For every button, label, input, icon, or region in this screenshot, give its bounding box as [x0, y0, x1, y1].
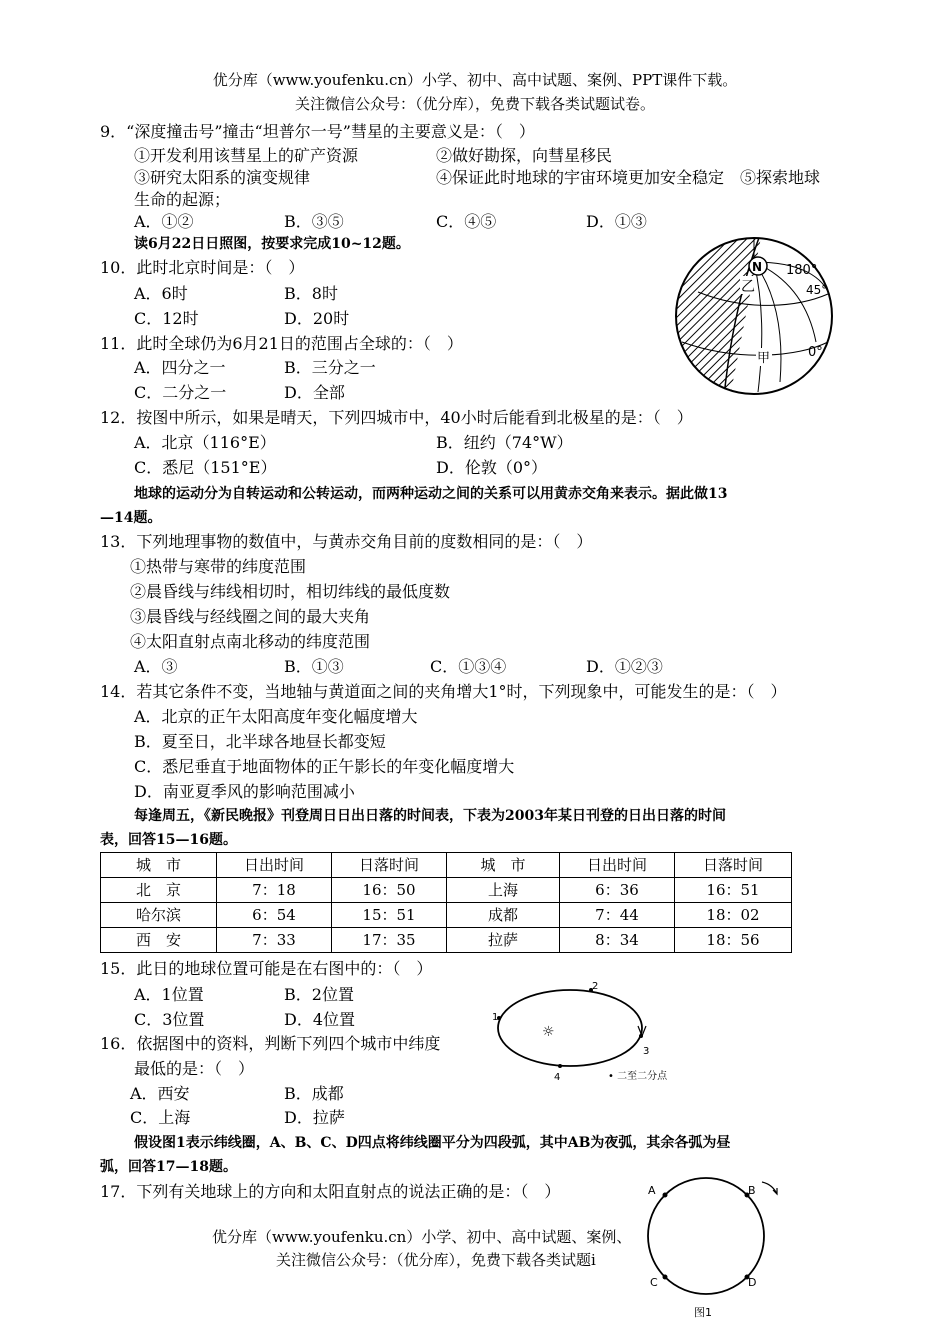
globe-lon-0: 0° — [808, 345, 823, 360]
table-cell: 上海 — [447, 878, 560, 903]
q13-option-1: ①热带与寒带的纬度范围 — [130, 557, 307, 576]
q9-option-3: ③研究太阳系的演变规律 — [134, 168, 311, 187]
q16-stem-cont: 最低的是：（ ） — [134, 1059, 255, 1078]
fig1-caption: 图1 — [694, 1306, 712, 1319]
q9-option-2: ②做好勘探，向彗星移民 — [436, 146, 613, 165]
earth-orbit-diagram — [488, 978, 698, 1084]
q10-choice-b: B．8时 — [284, 284, 338, 303]
table-cell: 8：34 — [560, 928, 675, 953]
header-line-1: 优分库（www.youfenku.cn）小学、初中、高中试题、案例、PPT课件下载。 — [212, 71, 738, 89]
q9-choice-a: A．①② — [134, 212, 194, 231]
globe-lon-45: 45° — [806, 283, 828, 297]
globe-north-label: N — [752, 260, 763, 274]
q13-option-4: ④太阳直射点南北移动的纬度范围 — [130, 632, 371, 651]
q12-stem: 12．按图中所示，如果是晴天，下列四城市中，40小时后能看到北极星的是：（ ） — [100, 408, 693, 427]
intro-15-16-line-2: 表，回答15—16题。 — [100, 832, 237, 848]
q9-option-4: ④保证此时地球的宇宙环境更加安全稳定 ⑤探索地球 — [436, 168, 821, 187]
q16-choice-b: B．成都 — [284, 1084, 344, 1103]
q12-choice-d: D．伦敦（0°） — [436, 458, 548, 477]
q13-option-2: ②晨昏线与纬线相切时，相切纬线的最低度数 — [130, 582, 451, 601]
q11-choice-c: C．二分之一 — [134, 383, 227, 402]
q16-choice-c: C．上海 — [130, 1108, 191, 1127]
q15-choice-a: A．1位置 — [134, 985, 204, 1004]
q11-choice-b: B．三分之一 — [284, 358, 376, 377]
globe-label-yi: 乙 — [741, 279, 755, 295]
q12-choice-b: B．纽约（74°W） — [436, 433, 573, 452]
table-header-cell: 城 市 — [101, 853, 217, 878]
q14-choice-c: C．悉尼垂直于地面物体的正午影长的年变化幅度增大 — [134, 757, 515, 776]
table-cell: 6：36 — [560, 878, 675, 903]
q10-choice-c: C．12时 — [134, 309, 199, 328]
q12-choice-c: C．悉尼（151°E） — [134, 458, 277, 477]
orbit-point-4: 4 — [554, 1072, 561, 1083]
intro-13-14-line-1: 地球的运动分为自转运动和公转运动，而两种运动之间的关系可以用黄赤交角来表示。据此做13 — [134, 486, 728, 502]
q9-stem: 9．“深度撞击号”撞击“坦普尔一号”彗星的主要意义是：（ ） — [100, 122, 535, 141]
intro-13-14-line-2: —14题。 — [100, 510, 162, 526]
table-row — [101, 878, 792, 903]
table-header-cell: 城 市 — [447, 853, 560, 878]
q10-choice-a: A．6时 — [134, 284, 188, 303]
globe-illumination-diagram — [668, 232, 840, 398]
q11-choice-a: A．四分之一 — [134, 358, 226, 377]
fig1-point-b: B — [748, 1184, 756, 1197]
q16-choice-d: D．拉萨 — [284, 1108, 345, 1127]
q16-stem: 16．依据图中的资料，判断下列四个城市中纬度 — [100, 1034, 441, 1053]
q14-choice-a: A．北京的正午太阳高度年变化幅度增大 — [134, 707, 418, 726]
globe-lon-180: 180° — [786, 263, 818, 278]
intro-17-18-line-2: 弧，回答17—18题。 — [100, 1159, 237, 1175]
sunrise-sunset-table — [100, 852, 792, 953]
q13-choice-d: D．①②③ — [586, 657, 663, 676]
footer-line-2: 关注微信公众号：（优分库），免费下载各类试题i — [276, 1251, 596, 1269]
table-row — [101, 903, 792, 928]
q15-stem: 15．此日的地球位置可能是在右图中的：（ ） — [100, 959, 433, 978]
intro-15-16-line-1: 每逢周五，《新民晚报》刊登周日日出日落的时间表，下表为2003年某日刊登的日出日落的时间 — [134, 808, 726, 824]
table-cell: 7：44 — [560, 903, 675, 928]
intro-10-12: 读6月22日日照图，按要求完成10~12题。 — [134, 236, 410, 252]
orbit-legend: • 二至二分点 — [608, 1071, 668, 1082]
table-cell: 18：56 — [675, 928, 792, 953]
table-cell: 北 京 — [101, 878, 217, 903]
q16-choice-a: A．西安 — [130, 1084, 190, 1103]
orbit-point-3: 3 — [643, 1046, 650, 1057]
table-cell: 16：51 — [675, 878, 792, 903]
q9-choice-c: C．④⑤ — [436, 212, 497, 231]
sun-icon: ☼ — [542, 1024, 555, 1040]
latitude-circle-figure — [636, 1176, 792, 1322]
table-cell: 成都 — [447, 903, 560, 928]
q14-stem: 14．若其它条件不变，当地轴与黄道面之间的夹角增大1°时，下列现象中，可能发生的是：（ ） — [100, 682, 787, 701]
table-row — [101, 928, 792, 953]
q11-choice-d: D．全部 — [284, 383, 345, 402]
intro-17-18-line-1: 假设图1表示纬线圈，A、B、C、D四点将纬线圈平分为四段弧，其中AB为夜弧，其余各弧为昼 — [134, 1135, 731, 1151]
q13-option-3: ③晨昏线与经线圈之间的最大夹角 — [130, 607, 371, 626]
table-header-row — [101, 853, 792, 878]
table-header-cell: 日落时间 — [332, 853, 447, 878]
globe-label-jia: 甲 — [757, 351, 771, 366]
q9-option-1: ①开发利用该彗星上的矿产资源 — [134, 146, 359, 165]
table-cell: 17：35 — [332, 928, 447, 953]
table-cell: 拉萨 — [447, 928, 560, 953]
q13-choice-b: B．①③ — [284, 657, 344, 676]
table-header-cell: 日出时间 — [217, 853, 332, 878]
q13-choice-a: A．③ — [134, 657, 178, 676]
table-header-cell: 日出时间 — [560, 853, 675, 878]
q14-choice-d: D．南亚夏季风的影响范围减小 — [134, 782, 355, 801]
table-cell: 6：54 — [217, 903, 332, 928]
q11-stem: 11．此时全球仍为6月21日的范围占全球的：（ ） — [100, 334, 463, 353]
table-cell: 18：02 — [675, 903, 792, 928]
q15-choice-b: B．2位置 — [284, 985, 354, 1004]
table-cell: 哈尔滨 — [101, 903, 217, 928]
table-cell: 16：50 — [332, 878, 447, 903]
q10-choice-d: D．20时 — [284, 309, 350, 328]
orbit-point-1: 1 — [492, 1012, 499, 1023]
table-cell: 7：18 — [217, 878, 332, 903]
q9-choice-b: B．③⑤ — [284, 212, 344, 231]
q13-stem: 13．下列地理事物的数值中，与黄赤交角目前的度数相同的是：（ ） — [100, 532, 593, 551]
q10-stem: 10．此时北京时间是：（ ） — [100, 258, 305, 277]
q15-choice-d: D．4位置 — [284, 1010, 356, 1029]
table-cell: 15：51 — [332, 903, 447, 928]
q13-choice-c: C．①③④ — [430, 657, 507, 676]
table-header-cell: 日落时间 — [675, 853, 792, 878]
footer-line-1: 优分库（www.youfenku.cn）小学、初中、高中试题、案例、 — [212, 1228, 632, 1246]
q12-choice-a: A．北京（116°E） — [134, 433, 276, 452]
fig1-point-d: D — [748, 1276, 757, 1289]
fig1-point-c: C — [650, 1276, 658, 1289]
header-line-2: 关注微信公众号：（优分库），免费下载各类试题试卷。 — [294, 95, 655, 113]
table-cell: 西 安 — [101, 928, 217, 953]
q17-stem: 17．下列有关地球上的方向和太阳直射点的说法正确的是：（ ） — [100, 1182, 561, 1201]
fig1-point-a: A — [648, 1184, 656, 1197]
orbit-point-2: 2 — [592, 981, 599, 992]
q14-choice-b: B．夏至日，北半球各地昼长都变短 — [134, 732, 386, 751]
table-cell: 7：33 — [217, 928, 332, 953]
q15-choice-c: C．3位置 — [134, 1010, 205, 1029]
q9-choice-d: D．①③ — [586, 212, 647, 231]
q9-option-4-cont: 生命的起源； — [134, 190, 231, 209]
